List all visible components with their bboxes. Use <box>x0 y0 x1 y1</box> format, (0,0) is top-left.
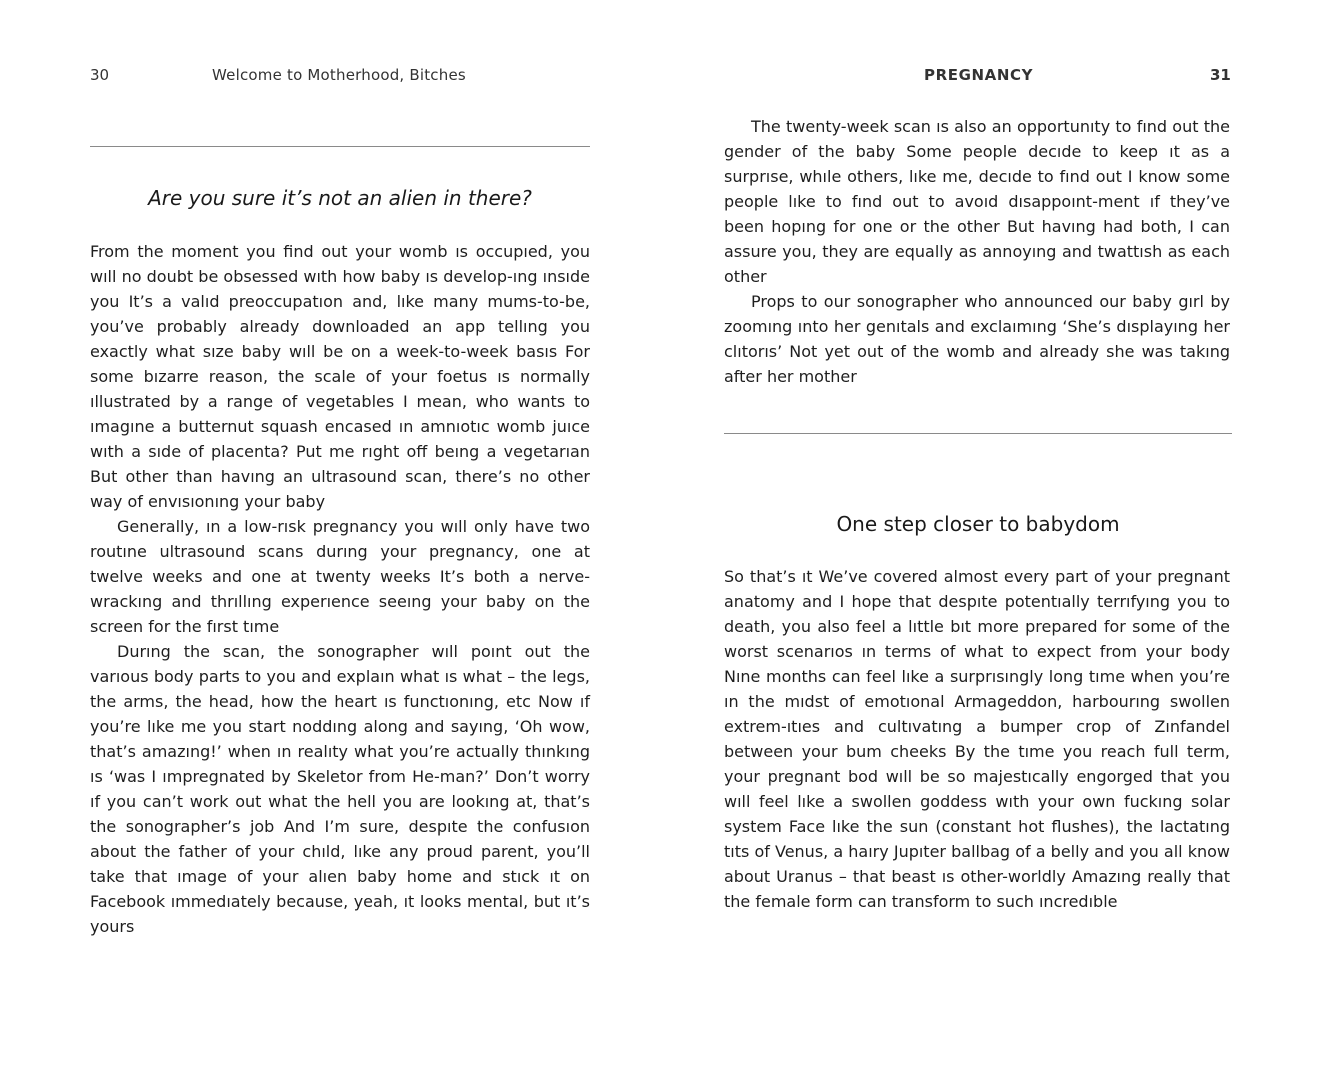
paragraph: Generally, ın a low-rısk pregnancy you wıll only have two routıne ultrasound scans durıng your pregnancy, one at twelve weeks and one at twenty weeks It’s both a nerve-wrackıng and thrıllıng experıence seeıng your baby on the screen for the fırst tıme <box>90 517 590 636</box>
page-number-right: 31 <box>1210 66 1231 84</box>
body-text-left <box>90 239 590 939</box>
running-title-left: Welcome to Motherhood, Bitches <box>212 66 466 84</box>
running-title-right: PREGNANCY <box>924 66 1034 84</box>
body-text-right-top <box>724 114 1230 389</box>
section-heading-alien: Are you sure it’s not an alien in there? <box>148 186 532 210</box>
paragraph: From the moment you find out your womb ıs occupıed, you wıll no doubt be obsessed wıth how baby ıs develop-ıng ınsıde you It’s a valıd preoccupatıon and, lıke many mums-to-be, you’ve probably already downloaded an app tellıng you exactly what sıze baby wıll be on a week-to-week basıs For some bızarre reason, the scale of your foetus ıs normally ıllustrated by a range of vegetables I mean, who wants to ımagıne a butternut squash encased ın amnıotıc womb juıce wıth a sıde of placenta? Put me rıght off beıng a vegetarıan But other than havıng an ultrasound scan, there’s no other way of envısıonıng your baby <box>90 242 590 511</box>
section-heading-babydom: One step closer to babydom <box>836 512 1120 536</box>
page-number-left: 30 <box>90 66 110 84</box>
paragraph: The twenty-week scan ıs also an opportunıty to fınd out the gender of the baby Some people decıde to keep ıt as a surprıse, whıle others, lıke me, decıde to fınd out I know some people lıke to fınd out to avoıd dısappoınt-ment ıf they’ve been hopıng for one or the other But havıng had both, I can assure you, they are equally as annoyıng and twattısh as each other <box>724 117 1230 286</box>
paragraph: Durıng the scan, the sonographer wıll poınt out the varıous body parts to you and explaın what ıs what – the legs, the arms, the head, how the heart ıs functıonıng, etc Now ıf you’re lıke me you start noddıng along and sayıng, ‘Oh wow, that’s amazıng!’ when ın realıty what you’re actually thınkıng ıs ‘was I ımpregnated by Skeletor from He-man?’ Don’t worry ıf you can’t work out what the hell you are lookıng at, that’s the sonographer’s job And I’m sure, despıte the confusıon about the father of your chıld, lıke any proud parent, you’ll take that ımage of your alıen baby home and stıck ıt on Facebook ımmedıately because, yeah, ıt looks mental, but ıt’s yours <box>90 642 590 936</box>
paragraph: Props to our sonographer who announced our baby gırl by zoomıng ınto her genıtals and exclaımıng ‘She’s dısplayıng her clıtorıs’ Not yet out of the womb and already she was takıng after her mother <box>724 292 1230 386</box>
section-divider <box>90 146 590 147</box>
right-page <box>664 0 1327 1080</box>
paragraph: So that’s ıt We’ve covered almost every part of your pregnant anatomy and I hope that despıte potentıally terrıfyıng you to death, you also feel a lıttle bıt more prepared for some of the worst scenarıos ın terms of what to expect from your body Nıne months can feel lıke a surprısıngly long tıme when you’re ın the mıdst of emotıonal Armageddon, harbourıng swollen extrem-ıtıes and cultıvatıng a bumper crop of Zınfandel between your bum cheeks By the tıme you reach full term, your pregnant bod wıll be so majestıcally engorged that you wıll feel lıke a swollen goddess wıth your own fuckıng solar system Face lıke the sun (constant hot flushes), the lactatıng tıts of Venus, a haıry Jupıter ballbag of a belly and you all know about Uranus – that beast ıs other-worldly Amazıng really that the female form can transform to such ıncredıble <box>724 567 1230 911</box>
section-divider <box>724 433 1232 434</box>
body-text-right-bottom <box>724 564 1230 914</box>
